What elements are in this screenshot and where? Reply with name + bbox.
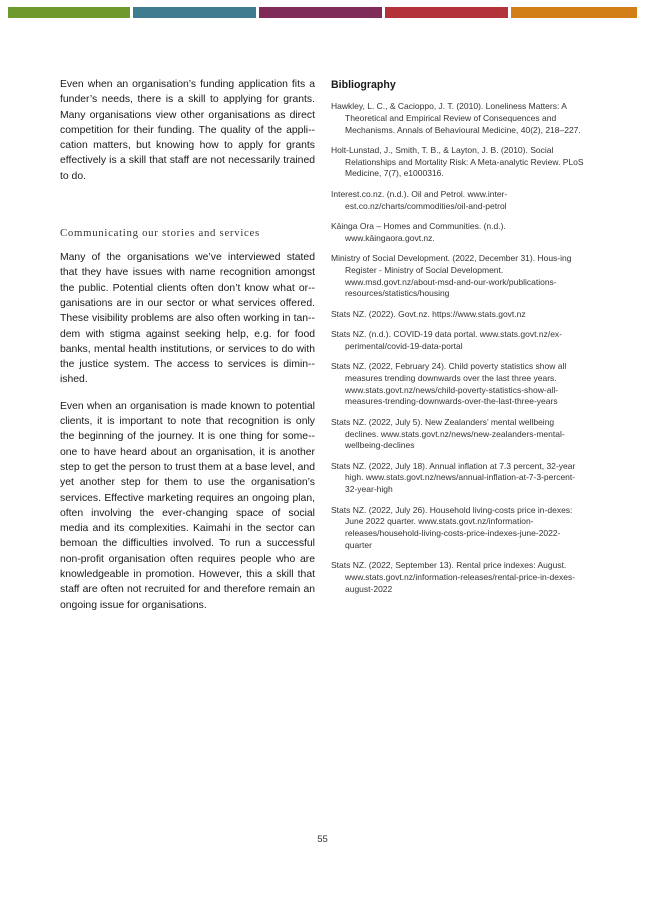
funding-paragraph: Even when an organisation’s funding application fits a funder’s needs, there is a skill to applying for grants. Many organisations view other organisations as direct competition for their funding. The quality of the appli-cation matters, but knowing how to apply for grants effectively is a skill that staff are not necessarily trained to do. [60,79,315,182]
left-column [60,77,315,624]
reference-entry: Stats NZ. (2022, September 13). Rental price indexes: August. www.stats.govt.nz/information-releases/rental-price-in-dexes-august-2022 [331,560,576,594]
header-band-teal [133,7,256,18]
header-band-orange [511,7,637,18]
reference-entry: Holt-Lunstad, J., Smith, T. B., & Layton, J. B. (2010). Social Relationships and Mortality Risk: A Meta-analytic Review. PLoS Medicine, 7(7), e1000316. [331,144,584,179]
reference-entry: Stats NZ. (2022). Govt.nz. https://www.stats.govt.nz [331,308,526,319]
reference-entry: Kāinga Ora – Homes and Communities. (n.d.). www.kāingaora.govt.nz. [331,220,506,243]
header-band-red [385,7,508,18]
reference-entry: Stats NZ. (2022, July 18). Annual inflation at 7.3 percent, 32-year high. www.stats.govt.nz/news/annual-inflation-at-7-3-percent-32-year-high [331,460,576,495]
header-band-green [8,7,130,18]
reference-entry: Interest.co.nz. (n.d.). Oil and Petrol. www.inter-est.co.nz/charts/commodities/oil-and-petrol [331,188,508,211]
reference-entry: Stats NZ. (n.d.). COVID-19 data portal. www.stats.govt.nz/ex-perimental/covid-19-data-portal [331,328,562,351]
header-band-plum [259,7,382,18]
reference-entry: Hawkley, L. C., & Cacioppo, J. T. (2010). Loneliness Matters: A Theoretical and Empirical Review of Consequences and Mechanisms. Annals of Behavioural Medicine, 40(2), 218–227. [331,101,581,135]
reference-entry: Stats NZ. (2022, July 5). New Zealanders’ mental wellbeing declines. www.stats.govt.nz/news/new-zealanders-mental-wellbeing-declines [331,416,565,451]
reference-entry: Stats NZ. (2022, July 26). Household living-costs price in-dexes: June 2022 quarter. www.stats.govt.nz/information-releases/household-living-costs-price-indexes-june-2022-quarter [331,504,573,550]
marketing-paragraph: Even when an organisation is made known to potential clients, it is important to note that recognition is only the beginning of the journey. It is one thing for some-one to have heard about an organisation, it is another step to get the person to trust them at a base level, and yet another step for them to use the organisation’s services. Effective marketing requires an ongoing plan, often involving the ever-changing space of social media and its complexities. Kaimahi in the sector can bemoan the difficulties involved. To run a successful non-profit organisation often requires people who are knowledgeable in promotion. However, this a skill that staff are often not recruited for and therefore remain an ongoing issue for organisations. [60,400,315,611]
section-heading: Communicating our stories and services [60,227,260,240]
reference-list [331,101,587,596]
page-number: 55 [317,834,328,845]
bibliography-column [331,79,587,604]
name-recognition-paragraph: Many of the organisations we’ve interviewed stated that they have issues with name recognition amongst the public. Potential clients often don’t know what or-ganisations are in our sector or what services offered. These visibility problems are also often working in tan-dem with stigma against seeking help, e.g. for food banks, mental health institutions, or services to do with the justice system. The access to services is dimin-ished. [60,252,315,386]
bibliography-title: Bibliography [331,79,396,91]
reference-entry: Stats NZ. (2022, February 24). Child poverty statistics show all measures trending downwards over the last three years. www.stats.govt.nz/news/child-poverty-statistics-show-all-measures-trending-downwards-over-the-last-three-years [331,361,567,407]
reference-entry: Ministry of Social Development. (2022, December 31). Hous-ing Register - Ministry of Social Development. www.msd.govt.nz/about-msd-and-our-work/publications-resources/statistics/housing [331,252,572,299]
